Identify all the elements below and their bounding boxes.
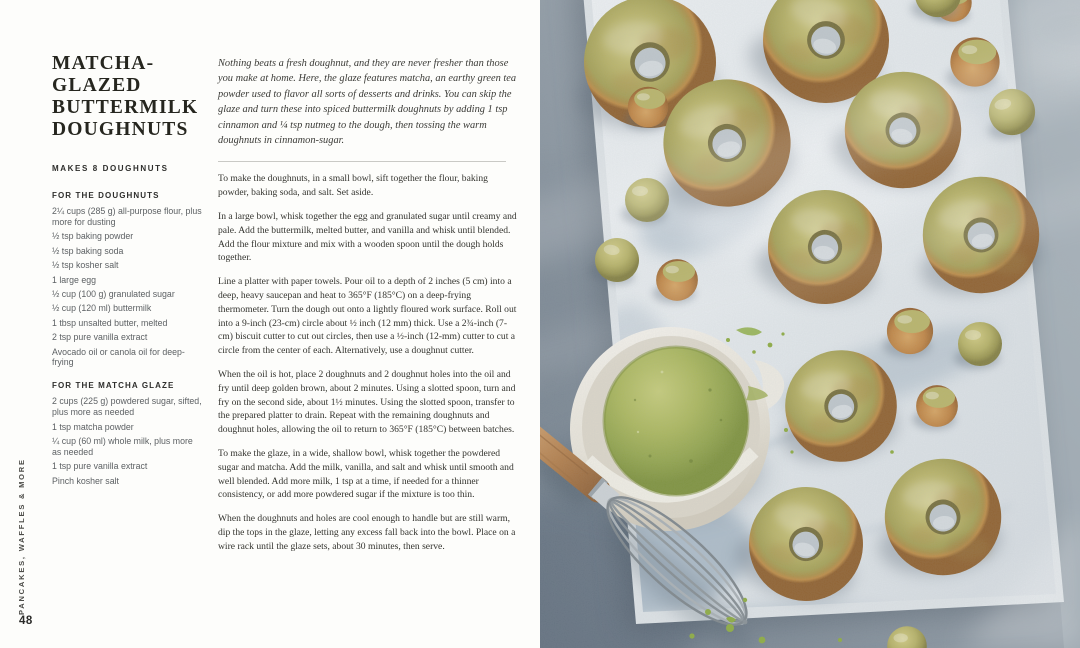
ingredient-item: 1 tbsp unsalted butter, melted (52, 317, 168, 328)
step-paragraph: When the oil is hot, place 2 doughnuts and 2 doughnut holes into the oil and fry until deep golden brown, about 2 minutes. Using a slotted spoon, turn and fry on the second side, about 1½ minutes. Using the slotted spoon, transfer to the prepared platter to drain. Repeat with the remaining doughnuts and doughnut holes, allowing the oil to return to 365°F (185°C) between batches. (218, 369, 516, 436)
recipe-title-line: BUTTERMILK (52, 97, 199, 118)
ingredients-heading-glaze: FOR THE MATCHA GLAZE (52, 381, 175, 391)
ingredient-item: 2 tsp pure vanilla extract (52, 332, 148, 343)
ingredient-item: 1 tsp pure vanilla extract (52, 461, 148, 472)
ingredient-item: ½ tsp baking powder (52, 231, 134, 242)
ingredient-item: 2 cups (225 g) powdered sugar, sifted, plus more as needed (52, 396, 202, 418)
step-paragraph: To make the doughnuts, in a small bowl, sift together the flour, baking powder, baking soda, and salt. Set aside. (218, 173, 488, 199)
chapter-side-label: PANCAKES, WAFFLES & MORE (17, 458, 26, 615)
ingredients-heading-doughnuts: FOR THE DOUGHNUTS (52, 191, 160, 200)
step-paragraph: Line a platter with paper towels. Pour oil to a depth of 2 inches (5 cm) into a deep, heavy saucepan and heat to 365°F (185°C) on a deep-frying thermometer. Turn the dough out onto a lightly floured work surface. Roll out into a 9-inch (23-cm) circle about ½ inch (12 mm) thick. Use a 2¾-inch (7-cm) biscuit cutter to cut out circles, then use a ½-inch (12-mm) cutter to cut a circle from the center of each. Alternatively, use a doughnut cutter. (218, 276, 517, 357)
ingredient-item: ½ tsp kosher salt (52, 260, 119, 271)
ingredient-item: ¼ cup (60 ml) whole milk, plus more as needed (52, 436, 193, 457)
ingredient-item: 1 tsp matcha powder (52, 421, 134, 432)
recipe-title-line: MATCHA- (52, 53, 155, 74)
method-column (218, 56, 518, 554)
yield-label: MAKES 8 DOUGHNUTS (52, 164, 169, 173)
step-paragraph: In a large bowl, whisk together the egg and granulated sugar until creamy and pale. Add the buttermilk, melted butter, and vanilla and whisk until blended. Add the flour mixture and mix with a wooden spoon until the dough holds together. (218, 211, 517, 264)
page-number: 48 (19, 615, 33, 627)
divider-rule (218, 161, 506, 162)
step-paragraph: To make the glaze, in a wide, shallow bowl, whisk together the powdered sugar and matcha. Add the milk, vanilla, and salt and whisk until smooth and well blended. Add more milk, 1 tsp at a time, if needed for a thinner consistency, or add more powdered sugar if the mixture is too thin. (218, 447, 514, 501)
intro-paragraph: Nothing beats a fresh doughnut, and they are never fresher than those you make at home. Here, the glaze features matcha, an earthy green tea powder used to flavor all sorts of desserts and drinks. You can skip the glaze and turn these into spiced buttermilk doughnuts by adding 1 tsp cinnamon and ¼ tsp nutmeg to the dough, then tossing the warm doughnuts in cinnamon-sugar. (218, 58, 517, 147)
ingredients-column (52, 191, 204, 490)
ingredient-item: Pinch kosher salt (52, 475, 119, 486)
ingredients-list-doughnuts (52, 206, 204, 368)
ingredient-item: ½ cup (100 g) granulated sugar (52, 288, 175, 299)
recipe-title-line: DOUGHNUTS (52, 119, 189, 140)
ingredient-item: ½ cup (120 ml) buttermilk (52, 303, 152, 314)
ingredients-list-glaze (52, 396, 204, 486)
recipe-title (52, 53, 222, 141)
doughnut-photo-illustration (540, 0, 1080, 648)
method-steps (218, 172, 518, 553)
recipe-photo (540, 0, 1080, 648)
ingredient-item: 1 large egg (52, 274, 97, 285)
ingredient-item: Avocado oil or canola oil for deep-frying (52, 346, 185, 368)
ingredient-item: 2¼ cups (285 g) all-purpose flour, plus more for dusting (52, 206, 202, 227)
ingredient-item: ½ tsp baking soda (52, 245, 124, 256)
recipe-title-line: GLAZED (52, 75, 142, 96)
step-paragraph: When the doughnuts and holes are cool enough to handle but are still warm, dip the tops in the glaze, letting any excess fall back into the bowl. Place on a wire rack until the glaze sets, about 30 minutes, then serve. (218, 513, 516, 552)
photo-grain-texture (540, 0, 1080, 648)
